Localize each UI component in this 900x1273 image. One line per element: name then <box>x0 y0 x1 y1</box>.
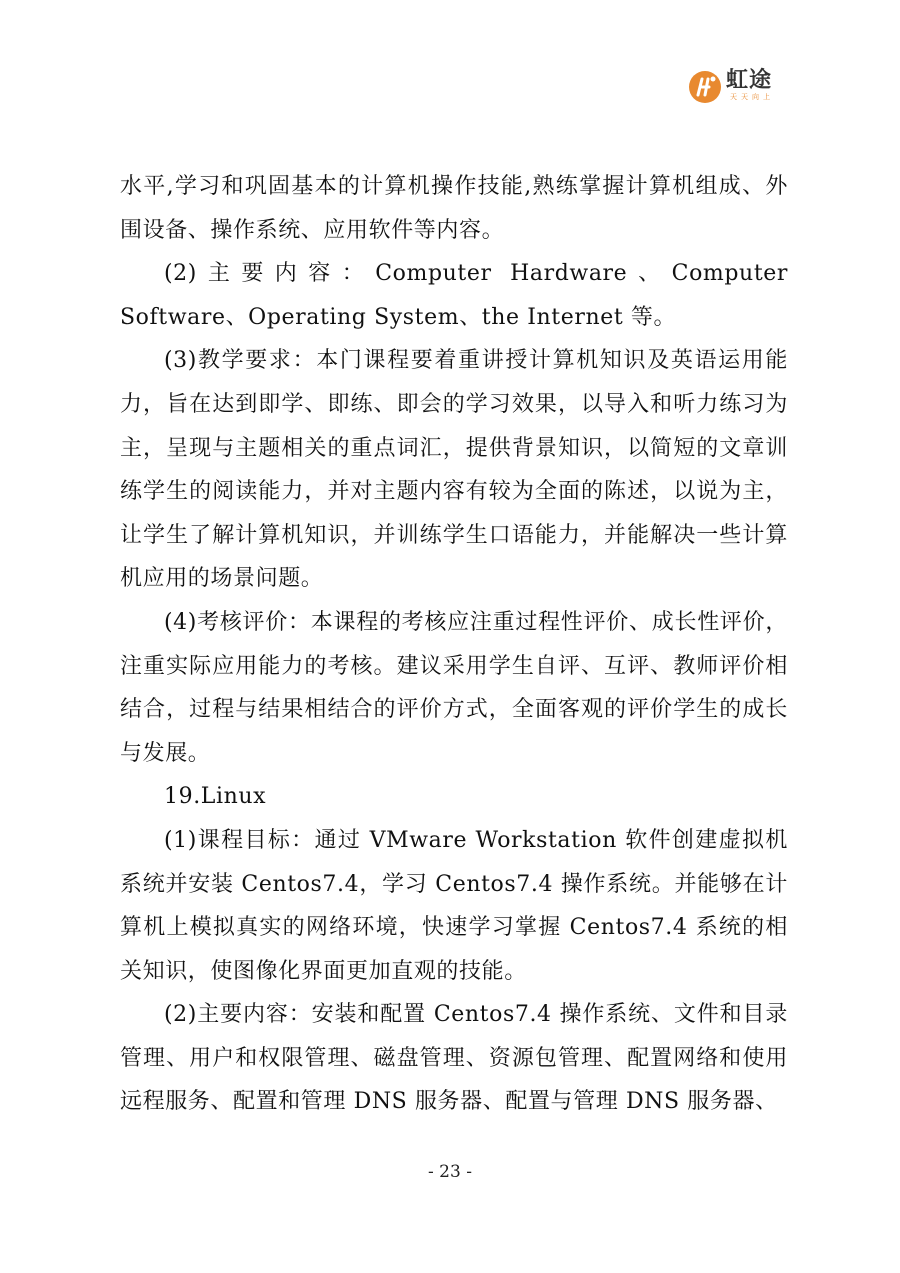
paragraph-intro-continued: 水平,学习和巩固基本的计算机操作技能,熟练掌握计算机组成、外围设备、操作系统、应用软件等内容。 <box>120 174 788 243</box>
logo-slogan: 天天向上 <box>730 93 774 101</box>
section-heading-linux: 19.Linux <box>164 784 267 810</box>
paragraph-linux-objectives: (1)课程目标：通过 VMware Workstation 软件创建虚拟机系统并安装 Centos7.4，学习 Centos7.4 操作系统。并能够在计算机上模拟真实的网络环境，快速学习掌握 Centos7.4 系统的相关知识，使图像化界面更加直观的技能。 <box>120 827 788 984</box>
page-number: - 23 - <box>428 1162 472 1182</box>
header-logo <box>688 68 798 108</box>
paragraph-teaching-requirements: (3)教学要求：本门课程要着重讲授计算机知识及英语运用能力，旨在达到即学、即练、即会的学习效果，以导入和听力练习为主，呈现与主题相关的重点词汇，提供背景知识，以简短的文章训练学生的阅读能力，并对主题内容有较为全面的陈述，以说为主，让学生了解计算机知识，并训练学生口语能力，并能解决一些计算机应用的场景问题。 <box>120 348 788 592</box>
paragraph-assessment: (4)考核评价：本课程的考核应注重过程性评价、成长性评价，注重实际应用能力的考核。建议采用学生自评、互评、教师评价相结合，过程与结果相结合的评价方式，全面客观的评价学生的成长与发展。 <box>120 609 788 766</box>
paragraph-main-content: (2)主要内容：Computer Hardware、Computer Software、Operating System、the Internet 等。 <box>120 261 788 330</box>
logo-icon <box>688 70 722 104</box>
paragraph-linux-content: (2)主要内容：安装和配置 Centos7.4 操作系统、文件和目录管理、用户和权限管理、磁盘管理、资源包管理、配置网络和使用远程服务、配置和管理 DNS 服务器、配置与管理 DNS 服务器、 <box>120 1002 788 1115</box>
document-body <box>120 165 788 1124</box>
logo-text: 虹途 <box>726 68 773 93</box>
